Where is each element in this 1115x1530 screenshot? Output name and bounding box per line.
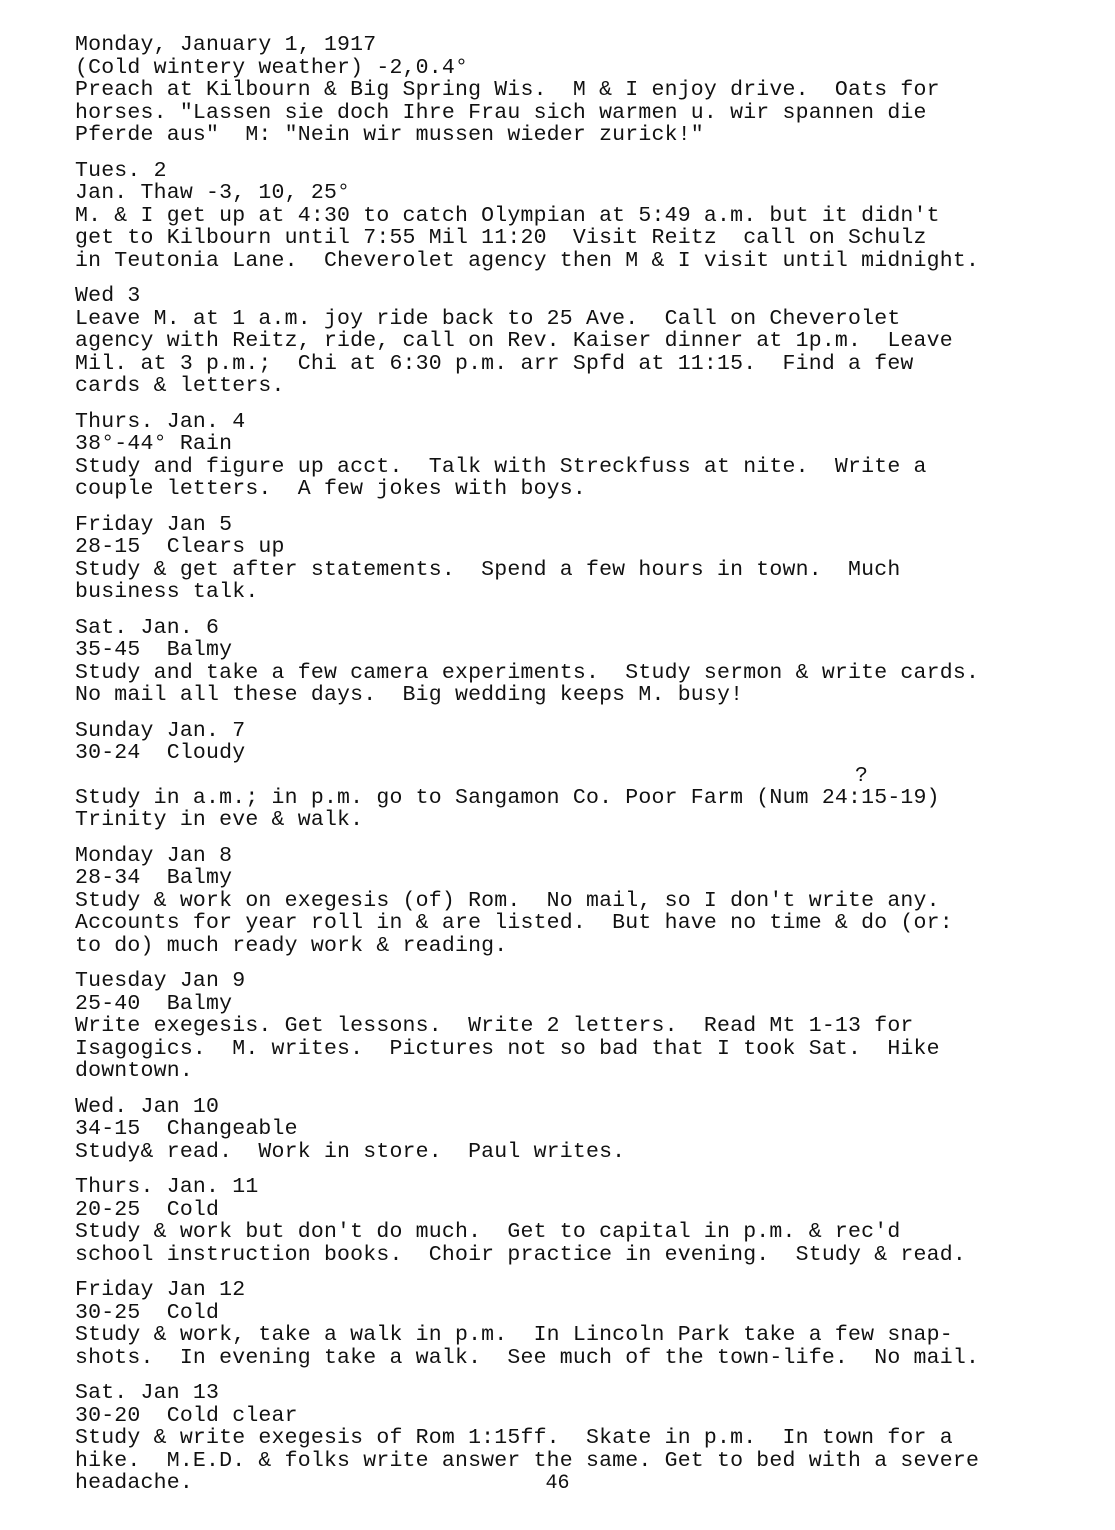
entry-date: Monday, January 1, 1917	[75, 33, 377, 57]
entry-weather: 30-20 Cold clear	[75, 1403, 298, 1428]
entry-text-line: Study & work on exegesis (of) Rom. No mail, so I don't write any.	[75, 888, 940, 913]
entry-text-line: school instruction books. Choir practice in evening. Study & read.	[75, 1242, 966, 1267]
entry-date: Monday Jan 8	[75, 843, 233, 868]
entry-text-line: Study & get after statements. Spend a few hours in town. Much	[75, 557, 901, 582]
entry-text-line: Study& read. Work in store. Paul writes.	[75, 1139, 626, 1164]
entry-text-line: couple letters. A few jokes with boys.	[75, 477, 586, 501]
entry-weather: Jan. Thaw -3, 10, 25°	[75, 181, 351, 205]
diary-page	[75, 34, 1085, 1508]
entry-text-line: to do) much ready work & reading.	[75, 933, 508, 958]
diary-entry-jan-1	[75, 34, 1085, 147]
entry-text-line: Mil. at 3 p.m.; Chi at 6:30 p.m. arr Spfd at 11:15. Find a few	[75, 351, 914, 376]
diary-entry-jan-3	[75, 285, 1085, 398]
entry-weather: 38°-44° Rain	[75, 432, 233, 456]
entry-text-line: Trinity in eve & walk.	[75, 808, 364, 832]
entry-date: Thurs. Jan. 4	[75, 409, 246, 434]
entry-text-line: hike. M.E.D. & folks write answer the same. Get to bed with a severe	[75, 1448, 980, 1473]
entry-weather: 25-40 Balmy	[75, 991, 233, 1016]
entry-text-line: headache.	[75, 1471, 193, 1495]
entry-text-line: Isagogics. M. writes. Pictures not so bad that I took Sat. Hike	[75, 1036, 940, 1061]
diary-entry-jan-6	[75, 617, 1085, 707]
diary-entry-jan-2	[75, 160, 1085, 273]
entry-date: Tuesday Jan 9	[75, 969, 246, 993]
diary-entry-jan-11	[75, 1176, 1085, 1266]
entry-weather: 30-25 Cold	[75, 1300, 220, 1325]
entry-date: Sunday Jan. 7	[75, 718, 246, 743]
entry-text-line: Study & work but don't do much. Get to capital in p.m. & rec'd	[75, 1220, 901, 1244]
entry-text-line: Write exegesis. Get lessons. Write 2 letters. Read Mt 1-13 for	[75, 1014, 914, 1038]
entry-text-line: horses. "Lassen sie doch Ihre Frau sich warmen u. wir spannen die	[75, 100, 927, 125]
entry-date: Friday Jan 12	[75, 1278, 246, 1302]
entry-weather: 30-24 Cloudy	[75, 741, 246, 765]
page-number: 46	[545, 1472, 570, 1495]
entry-text-line: M. & I get up at 4:30 to catch Olympian at 5:49 a.m. but it didn't	[75, 203, 940, 228]
diary-entry-jan-10	[75, 1096, 1085, 1164]
diary-entry-jan-8	[75, 845, 1085, 958]
entry-text-line: Study and figure up acct. Talk with Streckfuss at nite. Write a	[75, 454, 927, 479]
diary-entry-jan-7	[75, 720, 1085, 832]
entry-text-line: No mail all these days. Big wedding keeps M. busy!	[75, 683, 744, 707]
entry-text-line: Study & write exegesis of Rom 1:15ff. Skate in p.m. In town for a	[75, 1426, 953, 1450]
entry-text-line: get to Kilbourn until 7:55 Mil 11:20 Visit Reitz call on Schulz	[75, 226, 927, 250]
entry-text-line: Study & work, take a walk in p.m. In Lincoln Park take a few snap-	[75, 1323, 953, 1347]
entry-date: Tues. 2	[75, 158, 167, 183]
entry-text-line: Study in a.m.; in p.m. go to Sangamon Co. Poor Farm (Num 24:15-19)	[75, 785, 940, 810]
entry-text-line: in Teutonia Lane. Cheverolet agency then M & I visit until midnight.	[75, 248, 980, 273]
entry-text-line: Preach at Kilbourn & Big Spring Wis. M & I enjoy drive. Oats for	[75, 78, 940, 102]
entry-date: Friday Jan 5	[75, 512, 233, 537]
entry-text-line: shots. In evening take a walk. See much of the town-life. No mail.	[75, 1345, 980, 1370]
entry-date: Sat. Jan 13	[75, 1381, 220, 1405]
diary-entry-jan-4	[75, 411, 1085, 501]
entry-text-line: cards & letters.	[75, 374, 285, 398]
entry-text-line: Accounts for year roll in & are listed. But have no time & do (or:	[75, 911, 953, 935]
entry-weather: 28-15 Clears up	[75, 535, 285, 559]
entry-weather: 35-45 Balmy	[75, 638, 233, 662]
entry-text-line: business talk.	[75, 580, 259, 604]
entry-date: Wed. Jan 10	[75, 1094, 220, 1119]
entry-text-line: Leave M. at 1 a.m. joy ride back to 25 Ave. Call on Cheverolet	[75, 306, 901, 331]
entry-text-line: Pferde aus" M: "Nein wir mussen wieder zurick!"	[75, 123, 704, 147]
entry-text-line: Study and take a few camera experiments. Study sermon & write cards.	[75, 660, 980, 685]
entry-weather: (Cold wintery weather) -2,0.4°	[75, 55, 469, 80]
entry-weather: 34-15 Changeable	[75, 1117, 298, 1141]
entry-date: Wed 3	[75, 284, 141, 308]
entry-date: Thurs. Jan. 11	[75, 1175, 259, 1199]
diary-entry-jan-5	[75, 514, 1085, 604]
diary-entry-jan-12	[75, 1279, 1085, 1369]
entry-text-line: agency with Reitz, ride, call on Rev. Kaiser dinner at 1p.m. Leave	[75, 329, 953, 353]
entry-text-line: downtown.	[75, 1059, 193, 1083]
entry-weather: 20-25 Cold	[75, 1197, 220, 1222]
editorial-query-mark: ?	[855, 763, 869, 788]
entry-date: Sat. Jan. 6	[75, 615, 220, 640]
entry-weather: 28-34 Balmy	[75, 866, 233, 890]
diary-entry-jan-9	[75, 970, 1085, 1083]
